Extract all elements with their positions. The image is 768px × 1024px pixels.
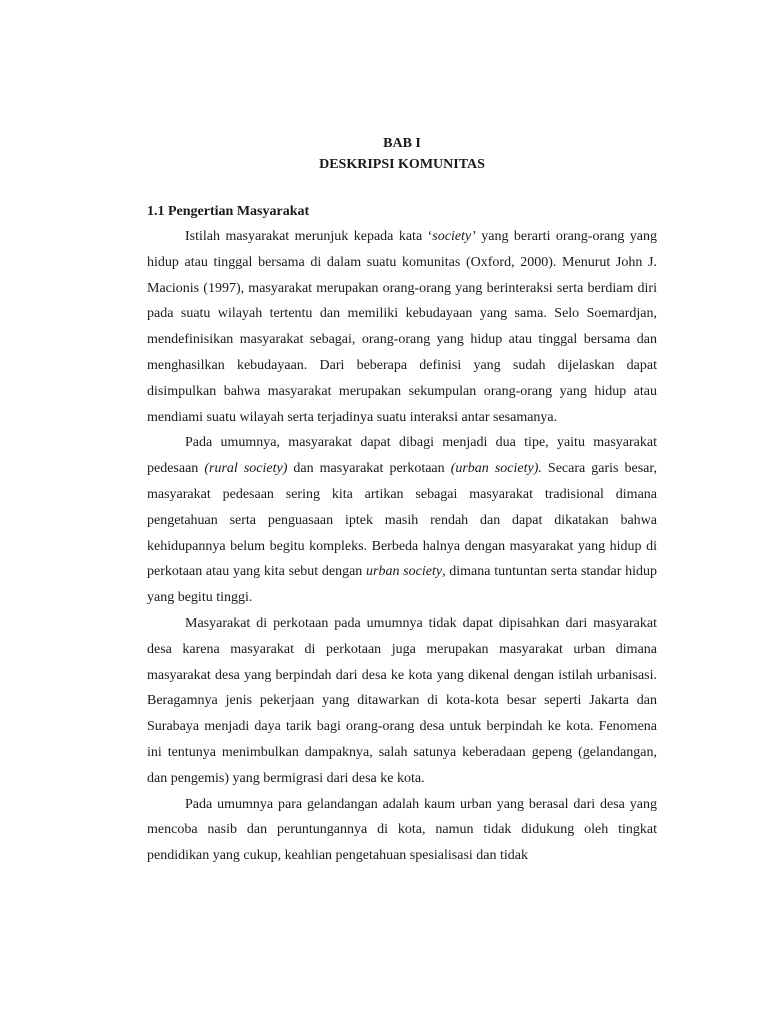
paragraph (147, 611, 657, 792)
paragraph (147, 224, 657, 430)
italic-text: society’ (432, 229, 476, 244)
chapter-label: BAB I (383, 136, 421, 151)
text-segment: , dimana tuntuntan serta standar hidup yang begitu tinggi. (147, 564, 657, 606)
text-segment: dan masyarakat perkotaan (287, 461, 451, 477)
italic-text: urban society (366, 564, 443, 580)
text-segment: Pada umumnya, masyarakat dapat dibagi menjadi dua tipe, yaitu masyarakat pedesaan (147, 435, 657, 477)
paragraph (147, 430, 657, 611)
paragraph (147, 792, 657, 869)
document-page (147, 133, 657, 869)
chapter-title: DESKRIPSI KOMUNITAS (319, 157, 485, 172)
italic-text: (urban society). (450, 461, 542, 477)
text-segment: Masyarakat di perkotaan pada umumnya tidak dapat dipisahkan dari masyarakat desa karena masyarakat di perkotaan juga merupakan masyarakat urban dimana masyarakat desa yang berpindah dari desa ke kota yang dikenal dengan istilah urbanisasi. Beragamnya jenis pekerjaan yang ditawarkan di kota-kota besar seperti Jakarta dan Surabaya menjadi daya tarik bagi orang-orang desa untuk berpindah ke kota. Fenomena ini tentunya menimbulkan dampaknya, salah satunya keberadaan gepeng (gelandangan, dan pengemis) yang bermigrasi dari desa ke kota. (147, 615, 657, 786)
text-segment: Pada umumnya para gelandangan adalah kaum urban yang berasal dari desa yang mencoba nasib dan peruntungannya di kota, namun tidak didukung oleh tingkat pendidikan yang cukup, keahlian pengetahuan spesialisasi dan tidak (147, 796, 657, 864)
text-segment: yang berarti orang-orang yang hidup atau tinggal bersama di dalam suatu komunitas (Oxford, 2000). Menurut John J. Macionis (1997), masyarakat merupakan orang-orang yang berinteraksi serta berdiam diri pada suatu wilayah tertentu dan memiliki kebudayaan yang sama. Selo Soemardjan, mendefinisikan masyarakat sebagai, orang-orang yang hidup atau tinggal bersama dan menghasilkan kebudayaan. Dari beberapa definisi yang sudah dijelaskan dapat disimpulkan bahwa masyarakat merupakan sekumpulan orang-orang yang hidup atau mendiami suatu wilayah serta terjadinya suatu interaksi antar sesamanya. (147, 229, 657, 425)
italic-text: (rural society) (204, 461, 288, 477)
text-segment: Secara garis besar, masyarakat pedesaan sering kita artikan sebagai masyarakat tradisional dimana pengetahuan serta penguasaan iptek masih rendah dan dapat dikatakan bahwa kehidupannya belum begitu kompleks. Berbeda halnya dengan masyarakat yang hidup di perkotaan atau yang kita sebut dengan (147, 461, 657, 580)
body-text (147, 224, 657, 869)
section-title: 1.1 Pengertian Masyarakat (147, 204, 310, 219)
text-segment: Istilah masyarakat merunjuk kepada kata ‘ (185, 229, 433, 244)
